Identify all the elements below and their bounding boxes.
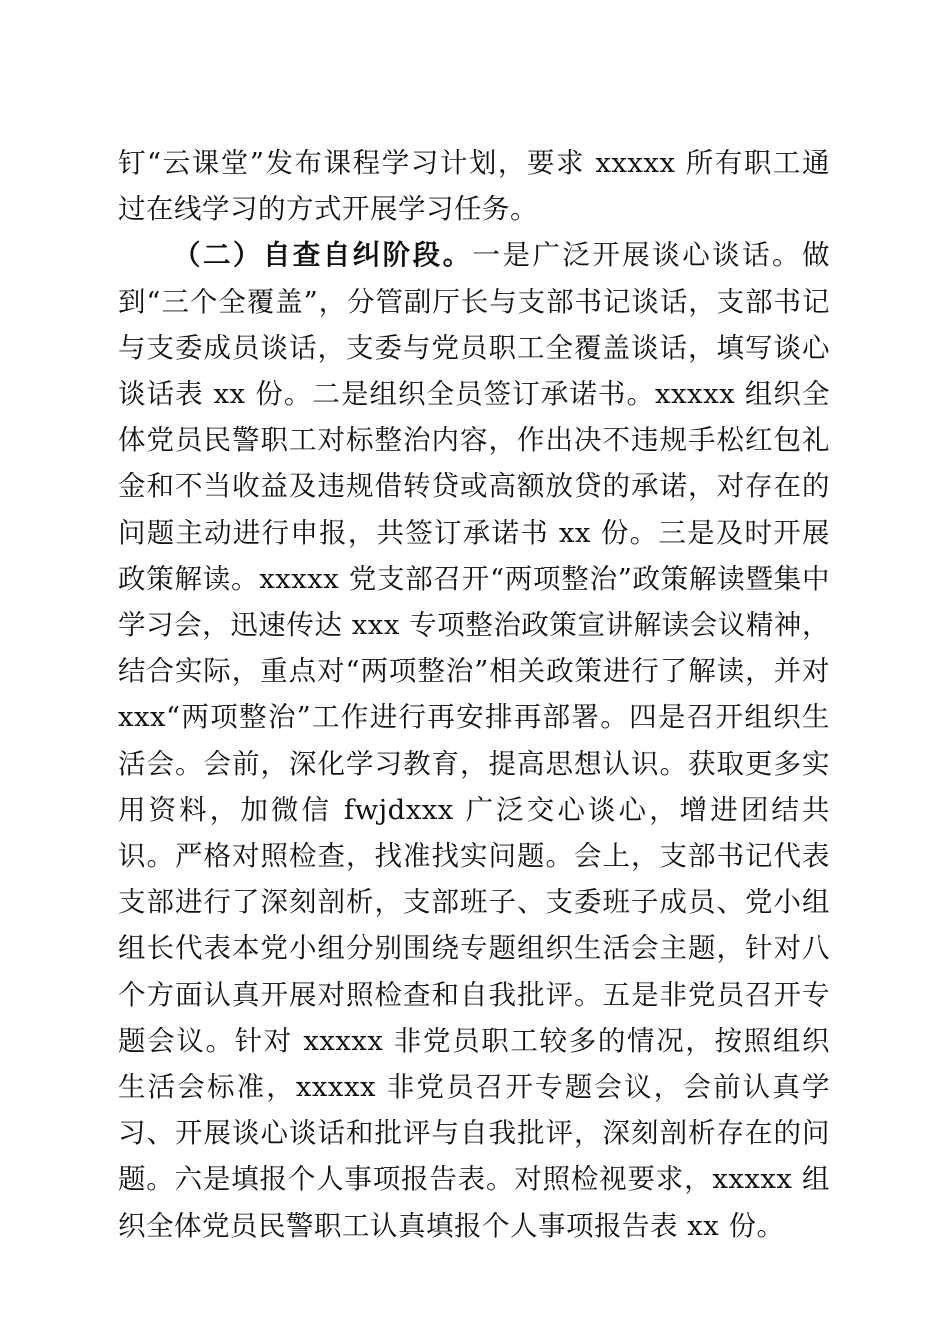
- section-heading: （二）自查自纠阶段。: [173, 239, 473, 272]
- paragraph-continuation: [118, 140, 830, 232]
- paragraph-text: 钉“云课堂”发布课程学习计划，要求 xxxxx 所有职工通过在线学习的方式开展学习任务。: [118, 147, 830, 226]
- paragraph-text: 一是广泛开展谈心谈话。做到“三个全覆盖”，分管副厅长与支部书记谈话，支部书记与支委成员谈话，支委与党员职工全覆盖谈话，填写谈心谈话表 xx 份。二是组织全员签订承诺书。xxxxx 组织全体党员民警职工对标整治内容，作出决不违规手松红包礼金和不当收益及违规借转贷或高额放贷的承诺，对存在的问题主动进行申报，共签订承诺书 xx 份。三是及时开展政策解读。xxxxx 党支部召开“两项整治”政策解读暨集中学习会，迅速传达 xxx 专项整治政策宣讲解读会议精神，结合实际，重点对“两项整治”相关政策进行了解读，并对 xxx“两项整治”工作进行再安排再部署。四是召开组织生活会。会前，深化学习教育，提高思想认识。获取更多实用资料，加微信 fwjdxxx 广泛交心谈心，增进团结共识。严格对照检查，找准找实问题。会上，支部书记代表支部进行了深刻剖析，支部班子、支委班子成员、党小组组长代表本党小组分别围绕专题组织生活会主题，针对八个方面认真开展对照检查和自我批评。五是非党员召开专题会议。针对 xxxxx 非党员职工较多的情况，按照组织生活会标准，xxxxx 非党员召开专题会议，会前认真学习、开展谈心谈话和批评与自我批评，深刻剖析存在的问题。六是填报个人事项报告表。对照检视要求，xxxxx 组织全体党员民警职工认真填报个人事项报告表 xx 份。: [118, 239, 831, 1242]
- document-body: [118, 140, 830, 1249]
- paragraph-self-inspection: [118, 232, 830, 1248]
